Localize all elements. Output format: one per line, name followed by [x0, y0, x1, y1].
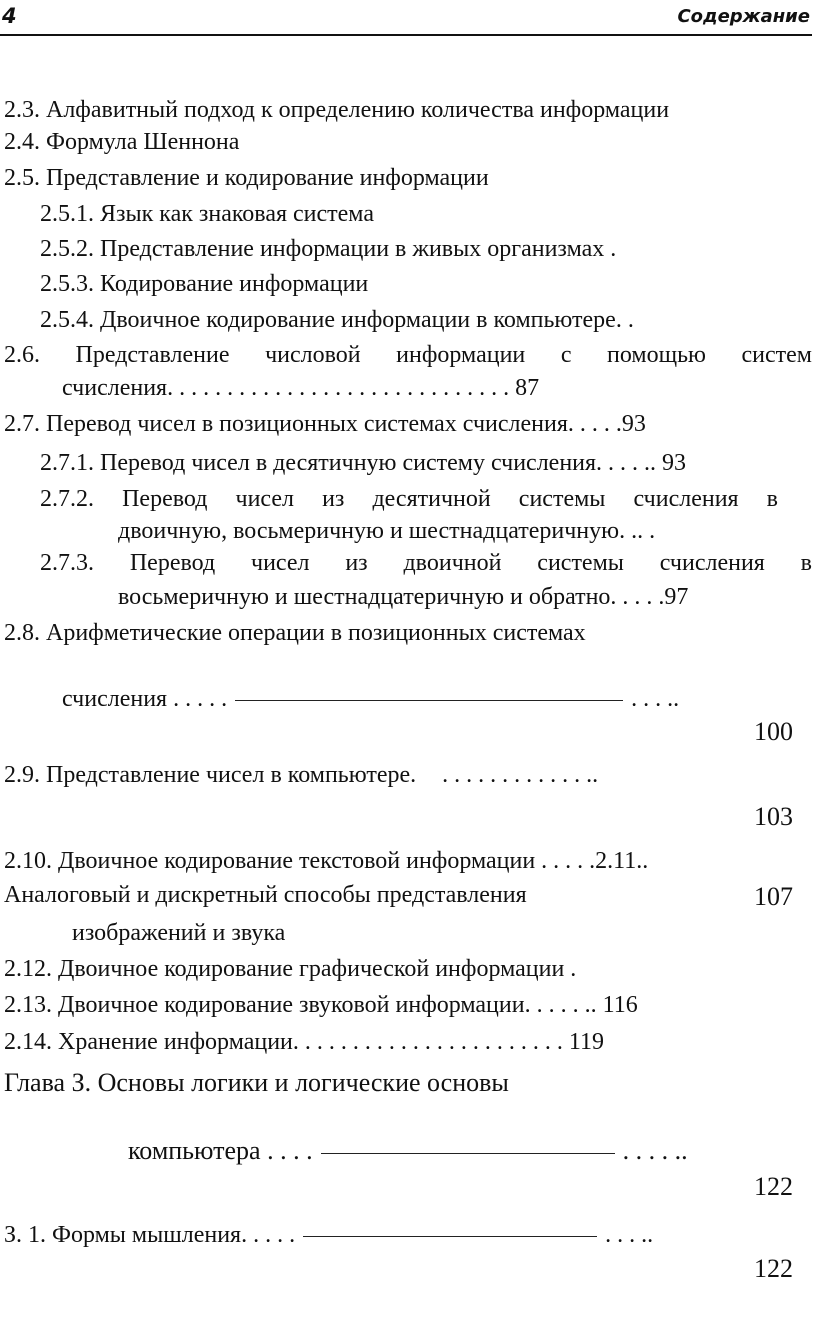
toc-entry-2-7-2-line1: 2.7.2. Перевод чисел из десятичной системы счисления в: [40, 486, 778, 512]
toc-entry-2-5-4: 2.5.4. Двоичное кодирование информации в компьютере. .: [40, 307, 634, 333]
toc-entry-2-10: 2.10. Двоичное кодирование текстовой информации . . . . .2.11..: [4, 848, 649, 874]
toc-entry-2-7: 2.7. Перевод чисел в позиционных системах счисления. . . . .93: [4, 411, 646, 437]
leader-line: [303, 1236, 597, 1237]
toc-entry-2-8-text: счисления . . . . .: [62, 686, 228, 712]
toc-entry-2-9-dots: . . . . . . . . . . . . ..: [442, 762, 599, 788]
toc-entry-2-9-line: [4, 760, 598, 790]
toc-entry-2-3: 2.3. Алфавитный подход к определению количества информации: [4, 97, 670, 123]
toc-entry-2-7-2-line2: двоичную, восьмеричную и шестнадцатеричную. .. .: [118, 518, 656, 544]
toc-entry-2-12: 2.12. Двоичное кодирование графической информации .: [4, 956, 577, 982]
toc-chapter-3-line1: Глава З. Основы логики и логические основы: [4, 1068, 509, 1097]
toc-page-2-11: 107: [754, 882, 793, 911]
toc-entry-2-7-3-line2: восьмеричную и шестнадцатеричную и обратно. . . . .97: [118, 584, 689, 610]
toc-entry-2-5-2: 2.5.2. Представление информации в живых организмах .: [40, 236, 617, 262]
toc-entry-2-8-line1: 2.8. Арифметические операции в позиционных системах: [4, 620, 586, 646]
toc-entry-2-6-line1: 2.6. Представление числовой информации с помощью систем: [4, 342, 812, 368]
toc-entry-3-1-text: З. 1. Формы мышления. . . . .: [4, 1222, 296, 1248]
toc-entry-2-7-1: 2.7.1. Перевод чисел в десятичную систему счисления. . . . .. 93: [40, 450, 687, 476]
toc-page-3-1: 122: [754, 1254, 793, 1283]
toc-entry-2-5: 2.5. Представление и кодирование информации: [4, 165, 489, 191]
toc-entry-2-6-line2: счисления. . . . . . . . . . . . . . . . . . . . . . . . . . . . . 87: [62, 375, 540, 401]
toc-chapter-3-dots: . . . . ..: [622, 1136, 688, 1165]
leader-line: [321, 1153, 615, 1154]
toc-entry-2-11-line1: Аналоговый и дискретный способы представления: [4, 882, 527, 908]
toc-entry-2-7-3-line1: 2.7.3. Перевод чисел из двоичной системы счисления в: [40, 550, 812, 576]
toc-entry-2-8-dots: . . . ..: [631, 686, 680, 712]
toc-entry-2-14: 2.14. Хранение информации. . . . . . . . . . . . . . . . . . . . . . . 119: [4, 1029, 605, 1055]
header-rule: [0, 34, 812, 36]
toc-entry-2-4: 2.4. Формула Шеннона: [4, 129, 240, 155]
toc-entry-2-5-1: 2.5.1. Язык как знаковая система: [40, 201, 374, 227]
toc-page-2-8: 100: [754, 717, 793, 746]
toc-entry-2-5-3: 2.5.3. Кодирование информации: [40, 271, 369, 297]
page-number: 4: [2, 4, 17, 28]
leader-line: [235, 700, 623, 701]
toc-page-chapter-3: 122: [754, 1172, 793, 1201]
toc-chapter-3-line2: [128, 1136, 688, 1166]
toc-chapter-3-text: компьютера . . . .: [128, 1136, 313, 1165]
toc-page-2-9: 103: [754, 802, 793, 831]
toc-entry-3-1-line: [4, 1220, 653, 1250]
toc-entry-2-13: 2.13. Двоичное кодирование звуковой информации. . . . . .. 116: [4, 992, 638, 1018]
toc-entry-2-11-line2: изображений и звука: [72, 920, 286, 946]
running-title: Содержание: [677, 6, 810, 27]
toc-entry-2-9-text: 2.9. Представление чисел в компьютере.: [4, 762, 417, 788]
toc-entry-2-8-line2: [62, 684, 679, 714]
toc-entry-3-1-dots: . . . ..: [605, 1222, 654, 1248]
